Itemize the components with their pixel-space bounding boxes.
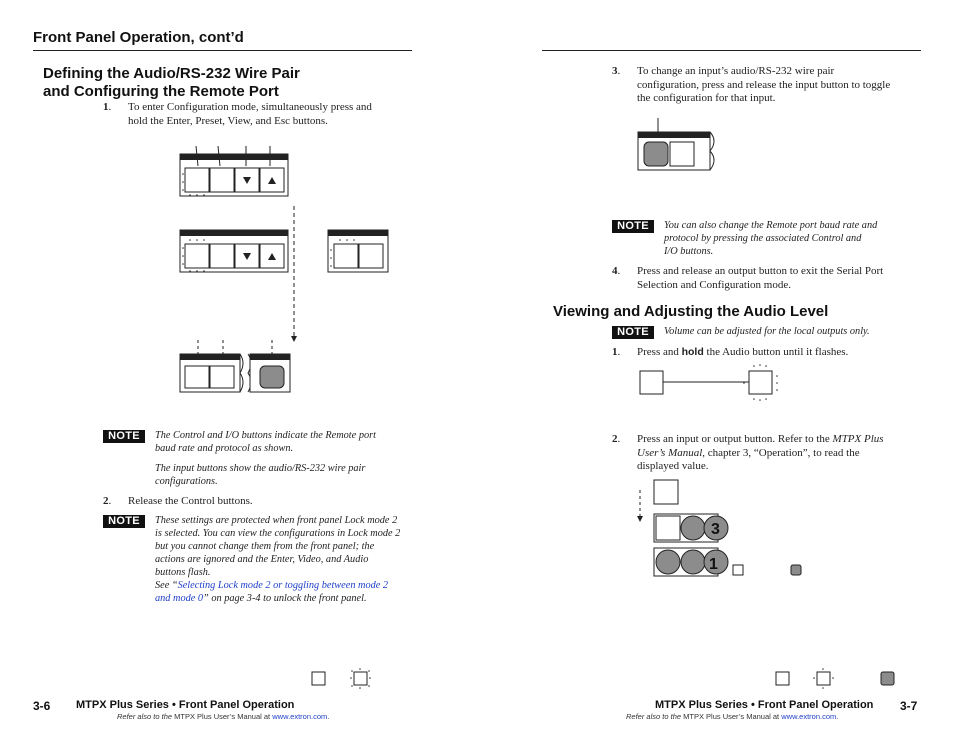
note-badge: NOTE xyxy=(612,220,654,233)
section-header: Front Panel Operation, cont’d xyxy=(33,29,244,46)
text-line: User’s Manual, chapter 3, “Operation”, to read the xyxy=(637,446,860,459)
step-number: 3 xyxy=(612,65,618,77)
text-line: Press and release an output button to exit the Serial Port xyxy=(637,265,884,277)
step-4: 4. xyxy=(612,265,621,277)
step-1-text xyxy=(128,101,408,128)
step-audio-2-text xyxy=(637,433,922,474)
note-line: but you cannot change them from the front panel; the xyxy=(155,541,375,552)
note-line: The input buttons show the audio/RS-232 wire pair xyxy=(155,463,366,474)
note-2 xyxy=(155,514,420,605)
lit-button-icon xyxy=(881,672,894,685)
note-line: See “Selecting Lock mode 2 or toggling between mode 2 xyxy=(155,580,389,591)
step-number: 1 xyxy=(103,101,109,113)
note-line: actions are ignored and the Enter, Video, and Audio xyxy=(155,554,369,565)
step-audio-2: 2. xyxy=(612,433,621,445)
text-line: Press an input or output button. Refer to the MTPX Plus xyxy=(637,433,884,445)
lock-mode-link[interactable]: Selecting Lock mode 2 or toggling between mode 2 xyxy=(177,580,389,591)
note-3 xyxy=(664,219,919,258)
text-line: To change an input’s audio/RS-232 wire pair xyxy=(637,65,835,77)
step-number: 2 xyxy=(103,495,109,507)
note-line: buttons flash. xyxy=(155,567,211,578)
note-4: Volume can be adjusted for the local outputs only. xyxy=(664,326,870,337)
section-title-audio: Viewing and Adjusting the Audio Level xyxy=(553,303,829,320)
step-number: 2 xyxy=(612,433,618,445)
note-line: These settings are protected when front panel Lock mode 2 xyxy=(155,515,398,526)
note-line: configurations. xyxy=(155,476,218,487)
text-line: configuration, press and release the input button to toggle xyxy=(637,78,891,91)
footer-title-right: MTPX Plus Series • Front Panel Operation xyxy=(655,699,874,711)
text-line: To enter Configuration mode, simultaneously press and xyxy=(128,101,372,113)
level-display-figure xyxy=(630,478,830,580)
page-number-left: 3-6 xyxy=(33,699,51,713)
step-number: 1 xyxy=(612,346,618,358)
footer-reference-left: Refer also to the MTPX Plus User’s Manual at www.extron.com. xyxy=(117,712,330,721)
note-line: is selected. You can view the configurations in Lock mode 2 xyxy=(155,528,401,539)
step-number: 4 xyxy=(612,265,618,277)
note-1 xyxy=(155,429,415,488)
panel-bottom xyxy=(180,340,290,392)
blinking-button-icon xyxy=(817,672,830,685)
note-line: You can also change the Remote port baud rate and xyxy=(664,220,878,231)
step-2-text: Release the Control buttons. xyxy=(128,495,253,507)
note-line: I/O buttons. xyxy=(664,246,714,257)
step-3-text xyxy=(637,65,922,106)
toggle-input-figure xyxy=(636,118,726,178)
note-line: protocol by pressing the associated Control and xyxy=(664,233,862,244)
header-rule-left xyxy=(33,50,412,51)
lock-mode-link-cont[interactable]: and mode 0 xyxy=(155,593,204,604)
blinking-button-icon xyxy=(354,672,367,685)
text-line: displayed value. xyxy=(637,460,709,472)
note-badge: NOTE xyxy=(103,515,145,528)
note-badge: NOTE xyxy=(612,326,654,339)
panel-middle xyxy=(180,230,288,272)
extron-link[interactable]: www.extron.com xyxy=(272,712,328,721)
panel-top xyxy=(180,146,288,196)
footer-reference-right: Refer also to the MTPX Plus User’s Manual at www.extron.com. xyxy=(626,712,839,721)
footer-title-left: MTPX Plus Series • Front Panel Operation xyxy=(76,699,295,711)
audio-button xyxy=(640,371,663,394)
legend-icons-right xyxy=(774,670,904,690)
unlit-button-icon xyxy=(776,672,789,685)
front-panel-figure xyxy=(170,140,410,400)
level-digit-top: 3 xyxy=(711,521,720,538)
page-title-line1: Defining the Audio/RS-232 Wire Pair xyxy=(43,65,300,82)
text-line: Selection and Configuration mode. xyxy=(637,278,791,291)
page-title-line2: and Configuring the Remote Port xyxy=(43,83,279,100)
step-3: 3. xyxy=(612,65,621,77)
step-audio-1: 1. xyxy=(612,346,621,358)
header-rule-right xyxy=(542,50,921,51)
audio-button-figure xyxy=(636,363,786,403)
note-line: The Control and I/O buttons indicate the Remote port xyxy=(155,430,376,441)
step-4-text xyxy=(637,265,922,292)
unlit-button-icon xyxy=(312,672,325,685)
step-audio-1-text: Press and hold the Audio button until it flashes. xyxy=(637,346,849,358)
text-line: the configuration for that input. xyxy=(637,92,776,104)
text-line: hold the Enter, Preset, View, and Esc buttons. xyxy=(128,114,328,127)
extron-link[interactable]: www.extron.com xyxy=(781,712,837,721)
level-digit-bottom: 1 xyxy=(709,556,718,573)
note-line: baud rate and protocol as shown. xyxy=(155,443,294,454)
panel-io xyxy=(328,230,388,272)
legend-icons-left xyxy=(310,670,380,690)
note-line: and mode 0” on page 3-4 to unlock the front panel. xyxy=(155,593,367,604)
note-badge: NOTE xyxy=(103,430,145,443)
page-number-right: 3-7 xyxy=(900,699,918,713)
step-1: 1. xyxy=(103,101,112,113)
step-2: 2. xyxy=(103,495,112,507)
